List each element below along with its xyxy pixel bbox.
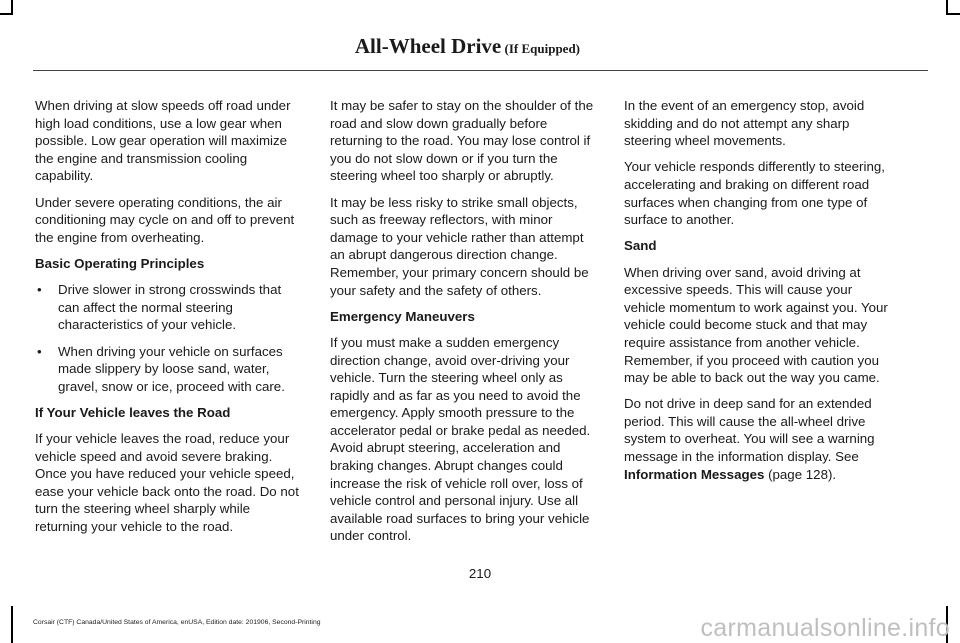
page-number: 210	[468, 566, 492, 581]
paragraph-shoulder: It may be safer to stay on the shoulder of the road and slow down gradually before returning to the road. You may lose control if you do not slow down or if you turn the steering wheel too sharply or abruptly.	[330, 98, 594, 184]
crop-mark-bottom-left-vertical	[11, 606, 13, 643]
footer-edition-info: Corsair (CTF) Canada/United States of America, enUSA, Edition date: 201906, Second-Printing	[33, 619, 321, 626]
column-2	[330, 97, 600, 554]
page-title	[355, 34, 580, 59]
paragraph-low-gear: When driving at slow speeds off road under high load conditions, use a low gear when possible. Low gear operation will maximize the engine and transmission cooling capability.	[35, 98, 291, 184]
page-title-main: All-Wheel Drive	[354, 34, 502, 58]
watermark: carmanualsonline.info	[700, 614, 950, 642]
information-messages-link[interactable]: Information Messages	[624, 466, 765, 482]
heading-basic-operating-principles: Basic Operating Principles	[35, 255, 205, 271]
crop-mark-top-right-horizontal	[946, 13, 960, 15]
paragraph-road-surfaces: Your vehicle responds differently to steering, accelerating and braking on different road surfaces when changing from one type of surface to another.	[624, 159, 885, 228]
paragraph-emergency-maneuvers: If you must make a sudden emergency direction change, avoid over-driving your vehicle. Turn the steering wheel only as rapidly and as far as you need to avoid the emergency. Apply smooth pressure to the accelerator pedal or brake pedal as needed. Avoid abrupt steering, acceleration and braking changes. Abrupt changes could increase the risk of vehicle roll over, loss of vehicle control and personal injury. Use all available road surfaces to bring your vehicle under control.	[330, 334, 591, 544]
page-title-subtitle: (If Equipped)	[501, 41, 580, 56]
header-rule	[33, 70, 928, 71]
column-3	[624, 97, 894, 492]
bullet-icon: •	[37, 343, 42, 359]
page-reference: (page 128).	[764, 466, 837, 482]
column-1	[35, 97, 305, 544]
paragraph-air-conditioning: Under severe operating conditions, the air conditioning may cycle on and off to prevent the engine from overheating.	[35, 194, 295, 245]
heading-vehicle-leaves-road: If Your Vehicle leaves the Road	[35, 404, 231, 420]
paragraph-leaves-road: If your vehicle leaves the road, reduce your vehicle speed and avoid severe braking. Once you have reduced your vehicle speed, ease your vehicle back onto the road. Do not turn the steering wheel sharply while returning your vehicle to the road.	[35, 431, 299, 535]
bullet-list	[35, 281, 305, 395]
list-item-text: When driving your vehicle on surfaces made slippery by loose sand, water, gravel, snow or ice, proceed with care.	[58, 343, 285, 394]
list-item	[35, 343, 305, 396]
deep-sand-text: Do not drive in deep sand for an extended period. This will cause the all-wheel drive system to overheat. You will see a warning message in the information display. See	[624, 396, 875, 465]
crop-mark-top-left-horizontal	[0, 13, 13, 15]
list-item	[35, 281, 305, 334]
paragraph-sand: When driving over sand, avoid driving at excessive speeds. This will cause your vehicle momentum to work against you. Your vehicle could become stuck and that may require assistance from another vehicle. Remember, if you proceed with caution you may be able to back out the way you came.	[624, 264, 888, 386]
paragraph-emergency-stop: In the event of an emergency stop, avoid skidding and do not attempt any sharp steering wheel movements.	[624, 98, 865, 149]
bullet-icon: •	[37, 282, 42, 298]
paragraph-deep-sand	[624, 395, 894, 483]
paragraph-small-objects: It may be less risky to strike small objects, such as freeway reflectors, with minor damage to your vehicle rather than attempt an abrupt dangerous direction change. Remember, your primary concern should be your safety and the safety of others.	[330, 194, 589, 298]
heading-sand: Sand	[624, 238, 657, 254]
list-item-text: Drive slower in strong crosswinds that can affect the normal steering characteristics of your vehicle.	[58, 282, 282, 333]
heading-emergency-maneuvers: Emergency Maneuvers	[330, 308, 475, 324]
